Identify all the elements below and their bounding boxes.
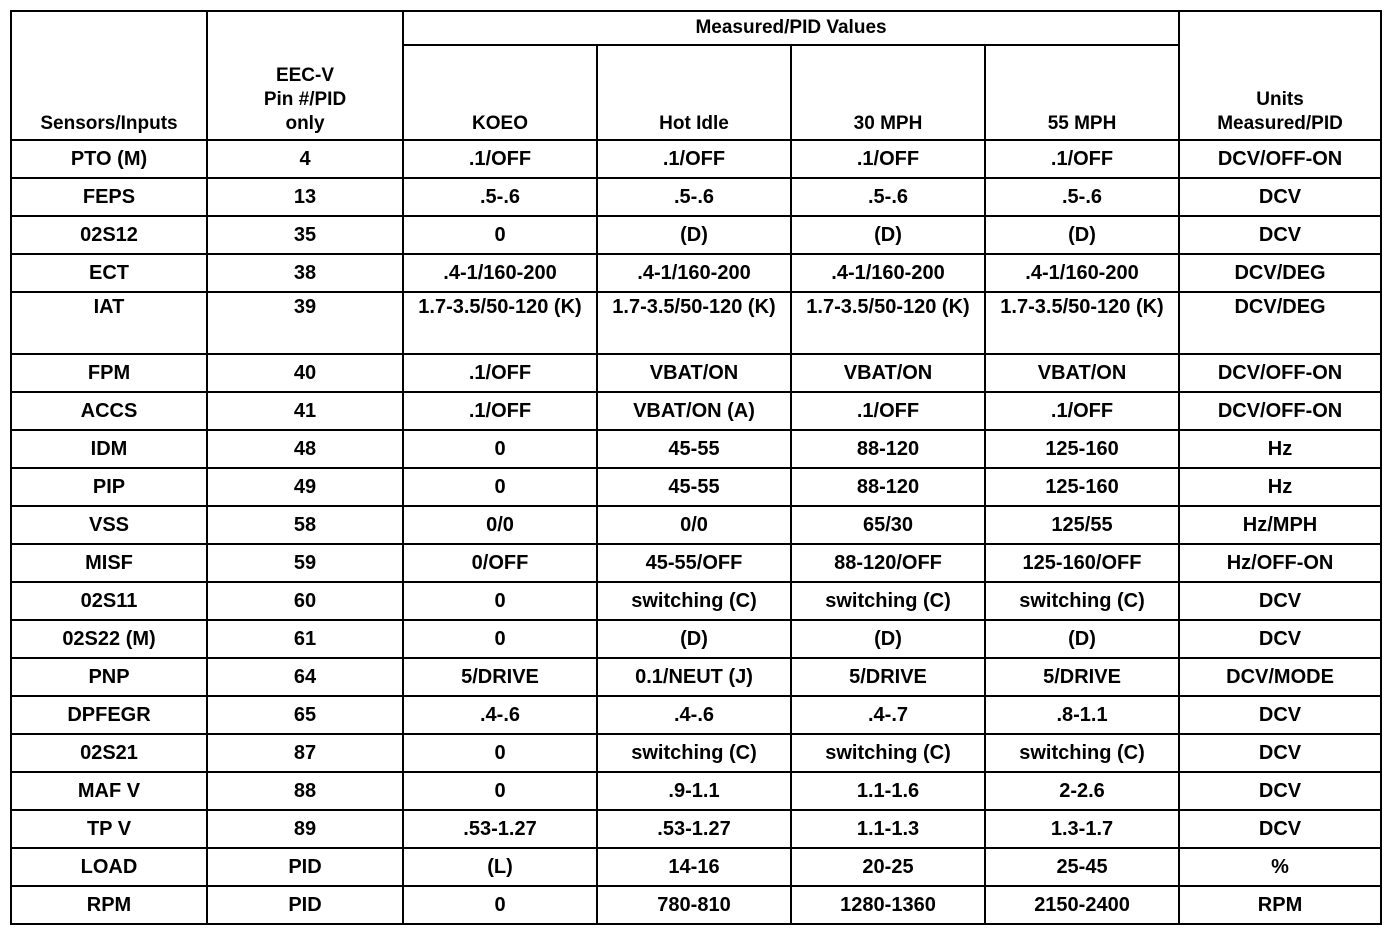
pin-cell: 61 xyxy=(207,620,403,658)
header-pin-line: Pin #/PID xyxy=(263,89,347,110)
sensor-cell: DPFEGR xyxy=(11,696,207,734)
30-mph-cell: 65/30 xyxy=(791,506,985,544)
units-cell: Hz/OFF-ON xyxy=(1179,544,1381,582)
55-mph-cell: 25-45 xyxy=(985,848,1179,886)
header-pin-line: only xyxy=(285,113,325,134)
table-row xyxy=(11,140,1381,178)
header-30-mph: 30 MPH xyxy=(791,45,985,140)
hot-idle-cell: .9-1.1 xyxy=(597,772,791,810)
sensor-cell: FEPS xyxy=(11,178,207,216)
units-cell: % xyxy=(1179,848,1381,886)
table-row xyxy=(11,178,1381,216)
pin-cell: 65 xyxy=(207,696,403,734)
sensor-cell: VSS xyxy=(11,506,207,544)
header-pin-line: EEC-V xyxy=(275,65,335,86)
hot-idle-cell: .1/OFF xyxy=(597,140,791,178)
table-row xyxy=(11,354,1381,392)
30-mph-cell: 1.1-1.3 xyxy=(791,810,985,848)
55-mph-cell: .8-1.1 xyxy=(985,696,1179,734)
hot-idle-cell: .4-.6 xyxy=(597,696,791,734)
pin-cell: 59 xyxy=(207,544,403,582)
koeo-cell: 0/0 xyxy=(403,506,597,544)
55-mph-cell: 125/55 xyxy=(985,506,1179,544)
pin-cell: 58 xyxy=(207,506,403,544)
table-row xyxy=(11,468,1381,506)
hot-idle-cell: 45-55 xyxy=(597,468,791,506)
pin-cell: 48 xyxy=(207,430,403,468)
hot-idle-cell: .5-.6 xyxy=(597,178,791,216)
units-cell: DCV xyxy=(1179,696,1381,734)
55-mph-cell: (D) xyxy=(985,216,1179,254)
55-mph-cell: 1.3-1.7 xyxy=(985,810,1179,848)
koeo-cell: .1/OFF xyxy=(403,392,597,430)
55-mph-cell: 5/DRIVE xyxy=(985,658,1179,696)
pin-cell: 38 xyxy=(207,254,403,292)
koeo-cell: 5/DRIVE xyxy=(403,658,597,696)
hot-idle-cell: 45-55 xyxy=(597,430,791,468)
30-mph-cell: switching (C) xyxy=(791,734,985,772)
table-row xyxy=(11,848,1381,886)
30-mph-cell: 88-120 xyxy=(791,468,985,506)
table-row xyxy=(11,772,1381,810)
koeo-cell: .4-1/160-200 xyxy=(403,254,597,292)
pin-cell: PID xyxy=(207,886,403,924)
table-row xyxy=(11,696,1381,734)
koeo-cell: 0 xyxy=(403,886,597,924)
sensor-cell: RPM xyxy=(11,886,207,924)
55-mph-cell: switching (C) xyxy=(985,734,1179,772)
30-mph-cell: 20-25 xyxy=(791,848,985,886)
koeo-cell: 0 xyxy=(403,430,597,468)
pin-cell: 60 xyxy=(207,582,403,620)
units-cell: Hz xyxy=(1179,430,1381,468)
pin-cell: 4 xyxy=(207,140,403,178)
hot-idle-cell: switching (C) xyxy=(597,734,791,772)
55-mph-cell: switching (C) xyxy=(985,582,1179,620)
30-mph-cell: .5-.6 xyxy=(791,178,985,216)
sensor-cell: MISF xyxy=(11,544,207,582)
pin-cell: 39 xyxy=(207,292,403,354)
koeo-cell: 0/OFF xyxy=(403,544,597,582)
sensor-cell: PTO (M) xyxy=(11,140,207,178)
55-mph-cell: .1/OFF xyxy=(985,140,1179,178)
pin-cell: 87 xyxy=(207,734,403,772)
55-mph-cell: .4-1/160-200 xyxy=(985,254,1179,292)
30-mph-cell: .4-.7 xyxy=(791,696,985,734)
table-row xyxy=(11,658,1381,696)
table-row xyxy=(11,734,1381,772)
30-mph-cell: switching (C) xyxy=(791,582,985,620)
pin-cell: 40 xyxy=(207,354,403,392)
koeo-cell: 0 xyxy=(403,468,597,506)
table-row xyxy=(11,392,1381,430)
30-mph-cell: 1280-1360 xyxy=(791,886,985,924)
hot-idle-cell: 14-16 xyxy=(597,848,791,886)
header-hot-idle: Hot Idle xyxy=(597,45,791,140)
pin-cell: 89 xyxy=(207,810,403,848)
hot-idle-cell: VBAT/ON (A) xyxy=(597,392,791,430)
pin-cell: 35 xyxy=(207,216,403,254)
header-55-mph: 55 MPH xyxy=(985,45,1179,140)
sensor-cell: PIP xyxy=(11,468,207,506)
hot-idle-cell: 780-810 xyxy=(597,886,791,924)
pin-cell: 64 xyxy=(207,658,403,696)
hot-idle-cell: (D) xyxy=(597,216,791,254)
table-row xyxy=(11,254,1381,292)
55-mph-cell: (D) xyxy=(985,620,1179,658)
30-mph-cell: 88-120/OFF xyxy=(791,544,985,582)
koeo-cell: 0 xyxy=(403,734,597,772)
table-row xyxy=(11,620,1381,658)
sensor-cell: PNP xyxy=(11,658,207,696)
sensor-cell: 02S22 (M) xyxy=(11,620,207,658)
table-row xyxy=(11,810,1381,848)
koeo-cell: .53-1.27 xyxy=(403,810,597,848)
koeo-cell: .4-.6 xyxy=(403,696,597,734)
koeo-cell: 0 xyxy=(403,216,597,254)
pid-values-table xyxy=(10,10,1382,925)
header-measured-pid-values: Measured/PID Values xyxy=(403,11,1179,45)
table-row xyxy=(11,506,1381,544)
table-row xyxy=(11,292,1381,354)
koeo-cell: (L) xyxy=(403,848,597,886)
30-mph-cell: 1.1-1.6 xyxy=(791,772,985,810)
units-cell: DCV xyxy=(1179,178,1381,216)
sensor-cell: 02S11 xyxy=(11,582,207,620)
units-cell: RPM xyxy=(1179,886,1381,924)
pin-cell: 88 xyxy=(207,772,403,810)
table-row xyxy=(11,430,1381,468)
sensor-cell: TP V xyxy=(11,810,207,848)
units-cell: DCV/DEG xyxy=(1179,254,1381,292)
55-mph-cell: 125-160 xyxy=(985,430,1179,468)
units-cell: DCV xyxy=(1179,772,1381,810)
sensor-cell: IAT xyxy=(11,292,207,354)
koeo-cell: .1/OFF xyxy=(403,140,597,178)
hot-idle-cell: 1.7-3.5/50-120 (K) xyxy=(597,292,791,354)
koeo-cell: 0 xyxy=(403,582,597,620)
units-cell: DCV xyxy=(1179,216,1381,254)
sensor-cell: ECT xyxy=(11,254,207,292)
koeo-cell: 0 xyxy=(403,772,597,810)
55-mph-cell: VBAT/ON xyxy=(985,354,1179,392)
30-mph-cell: 5/DRIVE xyxy=(791,658,985,696)
units-cell: DCV/DEG xyxy=(1179,292,1381,354)
30-mph-cell: .1/OFF xyxy=(791,392,985,430)
hot-idle-cell: switching (C) xyxy=(597,582,791,620)
koeo-cell: .1/OFF xyxy=(403,354,597,392)
units-cell: Hz/MPH xyxy=(1179,506,1381,544)
pin-cell: 49 xyxy=(207,468,403,506)
pin-cell: PID xyxy=(207,848,403,886)
koeo-cell: .5-.6 xyxy=(403,178,597,216)
units-cell: DCV/MODE xyxy=(1179,658,1381,696)
sensor-cell: MAF V xyxy=(11,772,207,810)
header-pin-pid xyxy=(207,11,403,140)
sensor-cell: 02S21 xyxy=(11,734,207,772)
55-mph-cell: 2150-2400 xyxy=(985,886,1179,924)
sensor-cell: IDM xyxy=(11,430,207,468)
hot-idle-cell: .4-1/160-200 xyxy=(597,254,791,292)
units-cell: DCV/OFF-ON xyxy=(1179,140,1381,178)
55-mph-cell: .5-.6 xyxy=(985,178,1179,216)
units-cell: DCV xyxy=(1179,582,1381,620)
sensor-cell: ACCS xyxy=(11,392,207,430)
units-cell: DCV/OFF-ON xyxy=(1179,392,1381,430)
30-mph-cell: .4-1/160-200 xyxy=(791,254,985,292)
hot-idle-cell: 0.1/NEUT (J) xyxy=(597,658,791,696)
hot-idle-cell: VBAT/ON xyxy=(597,354,791,392)
pin-cell: 41 xyxy=(207,392,403,430)
units-cell: DCV/OFF-ON xyxy=(1179,354,1381,392)
koeo-cell: 1.7-3.5/50-120 (K) xyxy=(403,292,597,354)
30-mph-cell: (D) xyxy=(791,216,985,254)
55-mph-cell: 2-2.6 xyxy=(985,772,1179,810)
55-mph-cell: .1/OFF xyxy=(985,392,1179,430)
units-cell: DCV xyxy=(1179,810,1381,848)
header-koeo: KOEO xyxy=(403,45,597,140)
table-body xyxy=(11,140,1381,924)
header-sensors-inputs: Sensors/Inputs xyxy=(11,11,207,140)
hot-idle-cell: .53-1.27 xyxy=(597,810,791,848)
units-cell: DCV xyxy=(1179,734,1381,772)
30-mph-cell: 88-120 xyxy=(791,430,985,468)
30-mph-cell: 1.7-3.5/50-120 (K) xyxy=(791,292,985,354)
hot-idle-cell: 45-55/OFF xyxy=(597,544,791,582)
55-mph-cell: 125-160/OFF xyxy=(985,544,1179,582)
units-cell: DCV xyxy=(1179,620,1381,658)
hot-idle-cell: (D) xyxy=(597,620,791,658)
55-mph-cell: 125-160 xyxy=(985,468,1179,506)
hot-idle-cell: 0/0 xyxy=(597,506,791,544)
header-units-line: Units xyxy=(1256,89,1304,110)
sensor-cell: LOAD xyxy=(11,848,207,886)
pin-cell: 13 xyxy=(207,178,403,216)
koeo-cell: 0 xyxy=(403,620,597,658)
table-row xyxy=(11,582,1381,620)
table-row xyxy=(11,886,1381,924)
header-units-line: Measured/PID xyxy=(1217,113,1343,134)
30-mph-cell: (D) xyxy=(791,620,985,658)
header-units xyxy=(1179,11,1381,140)
sensor-cell: FPM xyxy=(11,354,207,392)
55-mph-cell: 1.7-3.5/50-120 (K) xyxy=(985,292,1179,354)
30-mph-cell: VBAT/ON xyxy=(791,354,985,392)
sensor-cell: 02S12 xyxy=(11,216,207,254)
units-cell: Hz xyxy=(1179,468,1381,506)
30-mph-cell: .1/OFF xyxy=(791,140,985,178)
table-row xyxy=(11,216,1381,254)
table-row xyxy=(11,544,1381,582)
